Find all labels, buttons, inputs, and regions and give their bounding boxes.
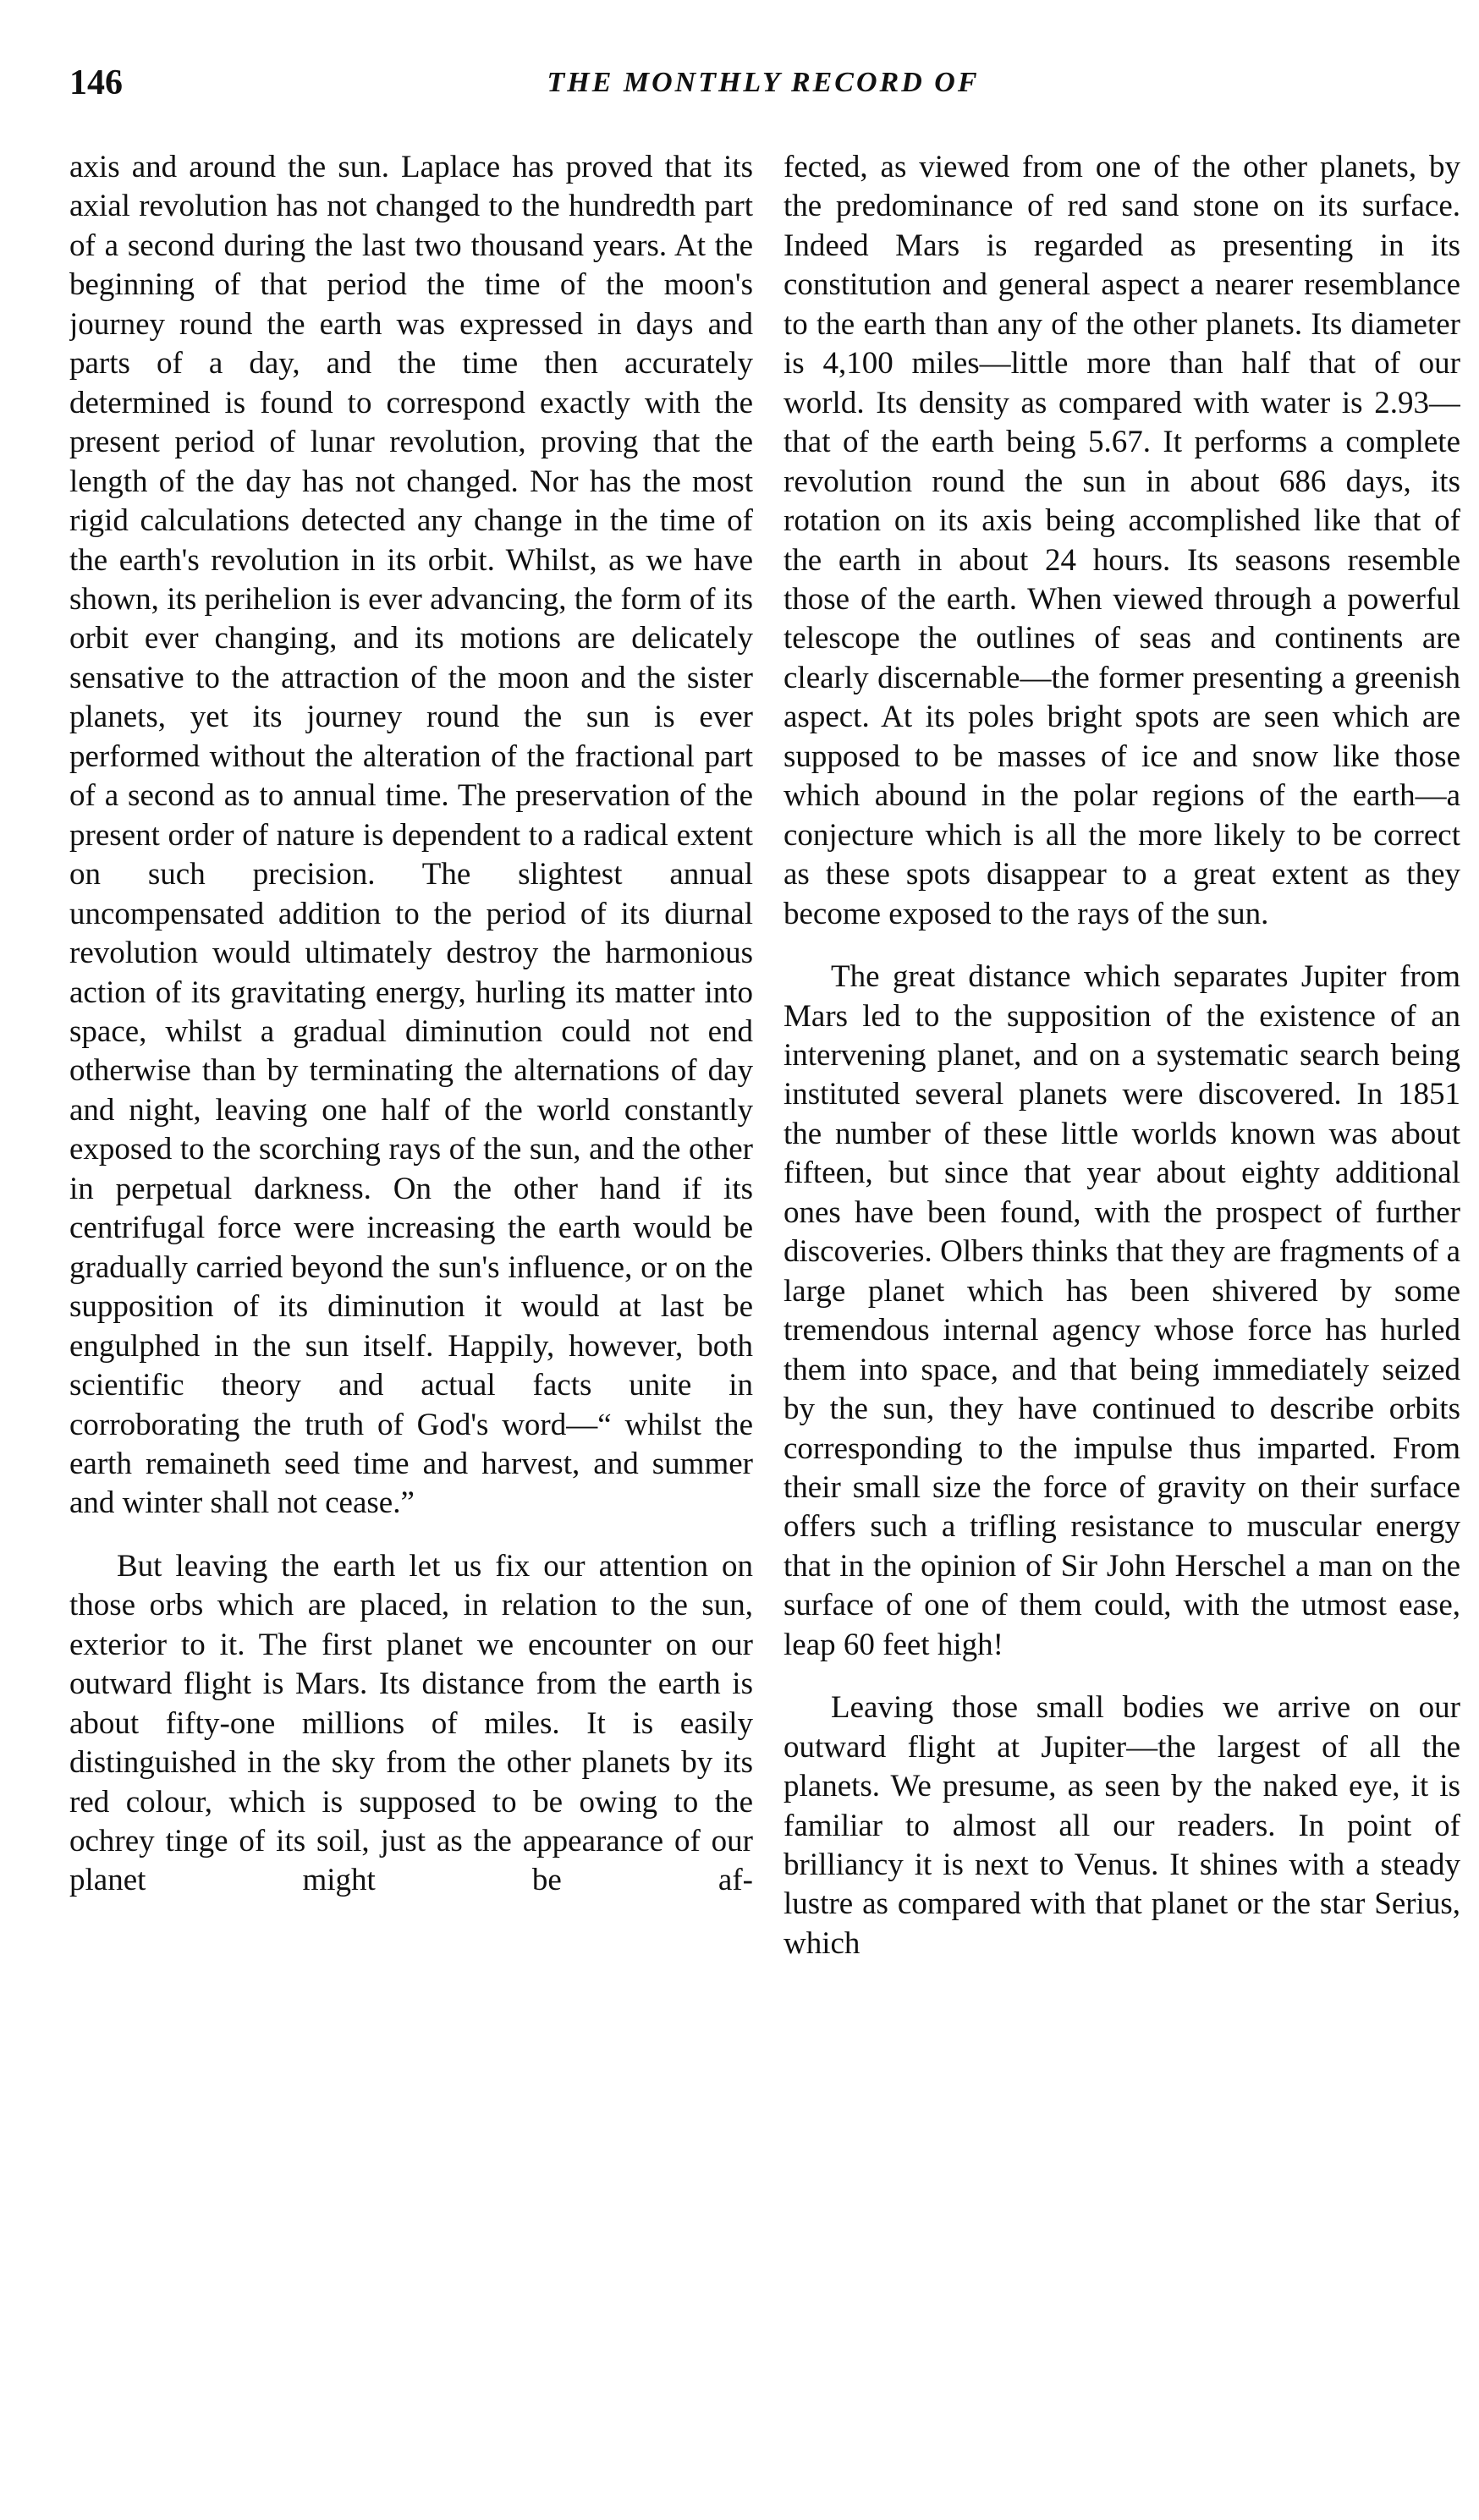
left-column — [69, 148, 753, 2500]
running-title: THE MONTHLY RECORD OF — [547, 67, 980, 98]
right-column — [783, 148, 1460, 2500]
page-number: 146 — [69, 63, 123, 102]
paragraph-jupiter: Leaving those small bodies we arrive on our outward flight at Jupiter—the largest of all the planets. We presume, as seen by the naked eye, it is familiar to almost all our readers. In point of brilliancy it is next to Venus. It shines with a steady lustre as compared with that planet or the star Serius, which — [783, 1690, 1460, 1961]
running-head — [69, 58, 1457, 108]
paragraph-asteroids: The great distance which separates Jupiter from Mars led to the supposition of the existence of an intervening planet, and on a systematic search being instituted several planets were discovered. In 1851 the number of these little worlds known was about fifteen, but since that year about eighty additional ones have been found, with the prospect of further discoveries. Olbers thinks that they are fragments of a large planet which has been shivered by some tremendous internal agency whose force has hurled them into space, and that being immediately seized by the sun, they have continued to describe orbits corresponding to the impulse thus imparted. From their small size the force of gravity on their surface offers such a trifling resistance to muscular energy that in the opinion of Sir John Herschel a man on the surface of one of them could, with the utmost ease, leap 60 feet high! — [783, 959, 1460, 1662]
paragraph-earth-stability: axis and around the sun. Laplace has proved that its axial revolution has not changed to the hundredth part of a second during the last two thousand years. At the beginning of that period the time of the moon's journey round the earth was expressed in days and parts of a day, and the time then accurately determined is found to correspond exactly with the present period of lunar revolution, proving that the length of the day has not changed. Nor has the most rigid calculations detected any change in the time of the earth's revolution in its orbit. Whilst, as we have shown, its perihelion is ever advancing, the form of its orbit ever changing, and its motions are delicately sensative to the attraction of the moon and the sister planets, yet its journey round the sun is ever performed without the alteration of the fractional part of a second as to annual time. The preservation of the present order of nature is dependent to a radical extent on such precision. The slightest annual uncompensated addition to the period of its diurnal revolution would ultimately destroy the harmonious action of its gravitating energy, hurling its matter into space, whilst a gradual diminution could not end otherwise than by terminating the alternations of day and night, leaving one half of the world constantly exposed to the scorching rays of the sun, and the other in perpetual darkness. On the other hand if its centrifugal force were increasing the earth would be gradually carried beyond the sun's influence, or on the supposition of its diminution it would at last be engulphed in the sun itself. Happily, however, both scientific theory and actual facts unite in corroborating the truth of God's word—“ whilst the earth remaineth seed time and harvest, and summer and winter shall not cease.” — [69, 150, 753, 1521]
paragraph-mars-intro: But leaving the earth let us fix our attention on those orbs which are placed, in relation to the sun, exterior to it. The first planet we encounter on our outward flight is Mars. Its distance from the earth is about fifty-one millions of miles. It is easily distinguished in the sky from the other planets by its red colour, which is supposed to be owing to the ochrey tinge of its soil, just as the appearance of our planet might be af- — [69, 1548, 753, 1898]
paragraph-mars-description: fected, as viewed from one of the other planets, by the predominance of red sand stone on its surface. Indeed Mars is regarded as presenting in its constitution and general aspect a nearer resemblance to the earth than any of the other planets. Its diameter is 4,100 miles—little more than half that of our world. Its density as compared with water is 2.93—that of the earth being 5.67. It performs a complete revolution round the sun in about 686 days, its rotation on its axis being accomplished like that of the earth in about 24 hours. Its seasons resemble those of the earth. When viewed through a powerful telescope the outlines of seas and continents are clearly discernable—the former presenting a greenish aspect. At its poles bright spots are seen which are supposed to be masses of ice and snow like those which abound in the polar regions of the earth—a conjecture which is all the more likely to be correct as these spots disappear to a great extent as they become exposed to the rays of the sun. — [783, 150, 1460, 931]
